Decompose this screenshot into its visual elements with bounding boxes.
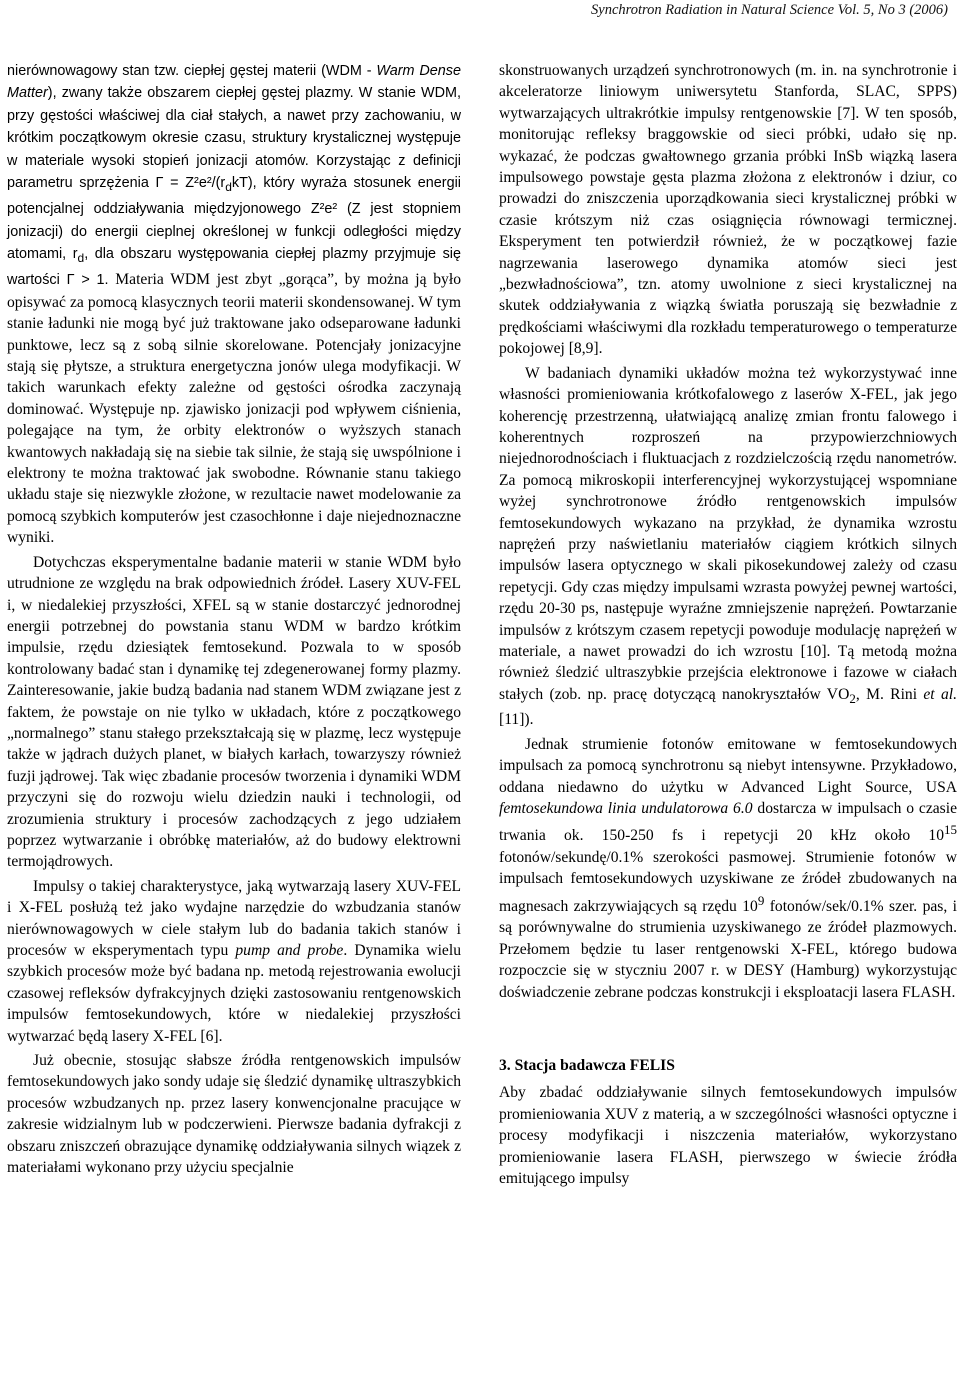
left-column [7,60,461,1178]
text-run: Impulsy o takiej charakterystyce, jaką wytwarzają lasery XUV-FEL i X-FEL posłużą też jako wydajne narzędzie do wzbudzania stanów nierównowagowych w ciele stałym lub do badania takich stanów i procesów w eksperymentach typu [7,877,461,959]
text-run: W badaniach dynamiki układów można też wykorzystywać inne własności promieniowania krótkofalowego z laserów X-FEL, jak jego koherencję przestrzenną, ułatwiającą analizę zmian frontu falowego i koherentnych rozproszeń na przypowierzchniowych niejednorodnościach i fluktuacjach z rozdzielczością rzędu nanometrów. Za pomocą mikroskopii interferencyjnej wykorzystującej wspomniane wyżej synchrotronowe źródło rentgenowskich impulsów femtosekundowych wykazano na przykład, że dynamika wzrostu naprężeń przy naświetlaniu materiałów ciągiem krótkich silnych impulsów lasera optycznego w skali pikosekundowej zależy od czasu repetycji. Gdy czas między impulsami wzrasta powyżej pewnej wartości, rzędu 20-30 ps, następuje wyraźne zmniejszenie naprężeń. Powtarzanie impulsów z krótszym czasem repetycji powoduje modulację naprężeń w materiale, a nawet prowadzi do ich wzrostu [10]. Tą metodą można również śledzić ultraszybkie przejścia elektronowe i fazowe w ciałach stałych (zob. np. pracę dotyczącą nanokryształów VO [499,364,957,703]
italic-term: et al. [923,685,957,703]
paragraph-felis-intro: Aby zbadać oddziaływanie silnych femtosekundowych impulsów promieniowania XUV z materią, a w szczególności własności optyczne i procesy modyfikacji i niszczenia materiałów, wykorzystano promieniowanie lasera FLASH, pierwszego w świecie źródła emitującego impulsy [499,1084,957,1187]
subscript: d [225,179,232,194]
text-run: ), zwany także obszarem ciepłej gęstej plazmy. [47,85,354,102]
superscript: 9 [757,892,765,908]
spacer [499,1003,957,1055]
text-run: . Dynamika wielu szybkich procesów może być badana np. metodą rejestrowania ewolucji czasowej refleksów dyfrakcyjnych dzięki zastosowaniu rentgenowskich impulsów femtosekundowych, które w niedalekiej przyszłości wytwarzać będą lasery X-FEL [6]. [7,942,461,1045]
paragraph-photon-flux [499,734,957,1003]
text-run: W stanie WDM, przy gęstości właściwej dla ciał stałych, a nawet przy zachowaniu, w krótkim początkowym okresie czasu, struktury krystalicznej występuje w materiale wysoki stopień jonizacji atomów. Korzystając z definicji parametru sprzężenia Γ = Z²e²/(r [7,85,461,192]
paragraph-experimental-study: Dotychczas eksperymentalne badanie materii w stanie WDM było utrudnione ze względu na brak odpowiednich źródeł. Lasery XUV-FEL i, w niedalekiej przyszłości, XFEL są w stanie dostarczyć jednorodnej energii potrzebnej do powstania stanu WDM w bardzo krótkim impulsie, rzędu dziesiątek femtosekund. Pozwala to w sposób kontrolowany badać stan i dynamikę tej zdegenerowanej formy plazmy. Zainteresowanie, jakie budzą badania nad stanem WDM związane jest z faktem, że powstaje on nie tylko w układach, które z początkowego „normalnego” stanu stałego przekształcają się w plazmę, lecz występuje także w jądrach dużych planet, w białych karłach, towarzyszy również fuzji jądrowej. Tak więc zbadanie procesów tworzenia i dynamiki WDM przyczyni się do rozwoju wielu dziedzin nauki i technologii, od zrozumienia struktury i procesów zachodzących z jego udziałem poprzez wytwarzanie i obróbkę materiałów, aż do budowy elektrowni termojądrowych. [7,553,461,871]
subscript: 2 [849,690,856,706]
text-run: fotonów/sek/0.1% szer. pas, i są porównywalne do strumienia uzyskiwanego ze źródeł plazmowych. Przełomem będzie tu laser rentgenowski X-FEL, którego budowa rozpoczcie się w styczniu 2007 r. w DESY (Hamburg) wykorzystując doświadczenie zebrane podczas konstrukcji i eksploatacji lasera FLASH. [499,897,957,1001]
text-run: Materia WDM jest zbyt „gorąca”, by można ją było opisywać za pomocą klasycznych teorii materii skondensowanej. W tym stanie ładunki nie mogą być już traktowane jako odseparowane ładunki punktowe, lecz są z sobą silnie skorelowane. Potencjały jonizacyjne stają się płytsze, a struktura energetyczna jonów ulega modyfikacji. W takich warunkach efekty zależne od gęstości ośrodka zaczynają dominować. Występuje np. zjawisko jonizacji pod wpływem ciśnienia, polegające na tym, że orbity elektronów o wyższych stanach kwantowych nakładają się na siebie tak silnie, że stają się uwspólnione i elektrony te można traktować jak swobodne. Równanie stanu takiego układu staje się niezwykle złożone, w rezultacie nawet modelowanie za pomocą szybkich komputerów jest czasochłonne i daje niejednoznaczne wyniki. [7,271,461,547]
text-run: kT), który wyraża stosunek energii potencjalnej oddziaływania międzyjonowego Z²e² (Z jest stopniem jonizacji) do energii cieplnej określonej w funkcji odległości między atomami, r [7,175,461,263]
italic-term: pump and probe [235,942,344,959]
section-heading: 3. Stacja badawcza FELIS [499,1056,675,1074]
paragraph-pulse-characteristics [7,876,461,1047]
text-run: Jednak strumienie fotonów emitowane w femtosekundowych impulsach za pomocą synchrotronu są niebyt intensywne. Przykładowo, oddana niedawno do użytku w Advanced Light Source, USA [499,735,957,796]
italic-term: Warm Dense Matter [7,63,461,102]
paragraph-synchrotron-devices: skonstruowanych urządzeń synchrotronowych (m. in. na synchrotronie i akceleratorze liniowym uniwersytetu Stanforda, SLAC, SPPS) wytwarzających ultrakrótkie impulsy rentgenowskie [7]. W ten sposób, monitorując refleksy braggowskie od sieci próbki, udało się np. wykazać, że podczas gwałtownego grzania próbki InSb wiązką lasera impulsowego powstaje gęsta plazma złożona z elektronów i dziur, co prowadzi do zniszczenia uporządkowania sieci krystalicznej próbki w czasie krótszym niż czas osiągnięcia równowagi termicznej. Eksperyment ten potwierdził również, że w początkowej fazie nagrzewania laserowego dynamika atomów sieci jest „bezwładnościowa”, tzn. atomy uwolnione z sieci krystalicznej na skutek oddziaływania z wiązką światła poruszają się bezwładnie z prędkościami właściwymi dla rozkładu temperaturowego o temperaturze pokojowej [8,9]. [499,62,957,358]
text-run: , dla obszaru występowania ciepłej plazmy przyjmuje się wartości Γ > 1. [7,246,461,289]
running-header: Synchrotron Radiation in Natural Science Vol. 5, No 3 (2006) [591,2,948,18]
right-column [499,60,957,1189]
superscript: 15 [944,822,957,838]
paragraph-wdm-definition [7,60,461,549]
subscript: d [77,251,85,265]
text-run: dostarcza w impulsach o czasie trwania ok. 150-250 fs i repetycji 20 kHz około 10 [499,799,958,845]
paragraph-current-sources: Już obecnie, stosując słabsze źródła rentgenowskich impulsów femtosekundowych jako sondy udaje się śledzić dynamikę ultraszybkich procesów wzbudzanych np. przez lasery konwencjonalne pracujące w zakresie widzialnym lub w podczerwieni. Pierwsze badania dyfrakcji z obszaru zniszczeń obrazujące dynamikę oddziaływania silnych wiązek z materiałami wykonano przy użyciu specjalnie [7,1052,461,1177]
text-run [7,63,461,288]
text-run: , M. Rini [855,685,924,703]
italic-term: femtosekundowa linia undulatorowa 6.0 [499,799,753,817]
paragraph-coherence [499,363,957,731]
text-run: nierównowagowy stan tzw. ciepłej gęstej materii (WDM - [7,63,377,79]
text-run: [11]). [499,711,534,729]
text-run: fotonów/sekundę/0.1% szerokości pasmowej. Strumienie fotonów w impulsach femtosekundowych uzyskiwane ze źródeł zbudowanych na magnesach zakrzywiających są rzędu 10 [499,848,957,915]
